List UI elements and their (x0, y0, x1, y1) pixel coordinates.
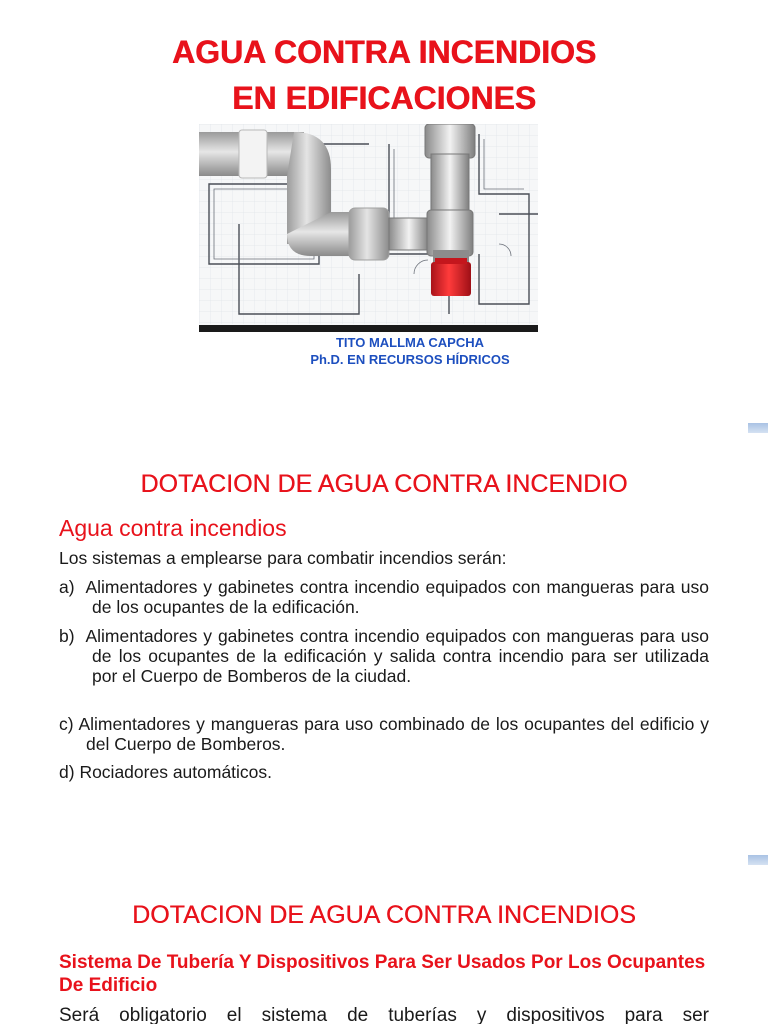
list-item (59, 626, 709, 686)
section-title-dotacion-incendios: DOTACION DE AGUA CONTRA INCENDIOS (132, 901, 636, 929)
list-item (59, 762, 709, 782)
list-marker: c) (59, 714, 74, 734)
cover-title-line2: EN EDIFICACIONES (231, 80, 537, 116)
section-title-dotacion: DOTACION DE AGUA CONTRA INCENDIO (140, 470, 628, 498)
author-name: TITO MALLMA CAPCHA (335, 335, 485, 350)
list-item (59, 577, 709, 617)
list-item-text: Alimentadores y mangueras para uso combinado de los ocupantes del edificio y del Cuerpo de Bomberos. (78, 714, 709, 754)
intro-text: Los sistemas a emplearse para combatir incendios serán: (59, 548, 507, 568)
list-marker: b) (59, 626, 75, 646)
cover-photo (199, 124, 538, 332)
subheading-sistema-tuberia: Sistema De Tubería Y Dispositivos Para Ser Usados Por Los Ocupantes De Edificio (59, 952, 706, 996)
page-edge-marker (748, 423, 768, 433)
list-item-text: Alimentadores y gabinetes contra incendio equipados con mangueras para uso de los ocupantes de la edificación. (85, 577, 709, 617)
page-edge-marker (748, 855, 768, 865)
list-marker: d) (59, 762, 75, 782)
list-marker: a) (59, 577, 75, 597)
list-item (59, 714, 709, 754)
list-item-text: Rociadores automáticos. (79, 762, 273, 782)
cover-title-line1: AGUA CONTRA INCENDIOS (171, 34, 597, 70)
author-degree: Ph.D. EN RECURSOS HÍDRICOS (310, 352, 510, 367)
body-text-start: Será obligatorio el sistema de tuberías y dispositivos para ser (59, 1005, 709, 1024)
subheading-agua-contra-incendios: Agua contra incendios (59, 515, 287, 541)
list-item-text: Alimentadores y gabinetes contra incendio equipados con mangueras para uso de los ocupantes de la edificación y salida contra incendio para ser utilizada por el Cuerpo de Bomberos de la ciudad. (85, 626, 709, 686)
